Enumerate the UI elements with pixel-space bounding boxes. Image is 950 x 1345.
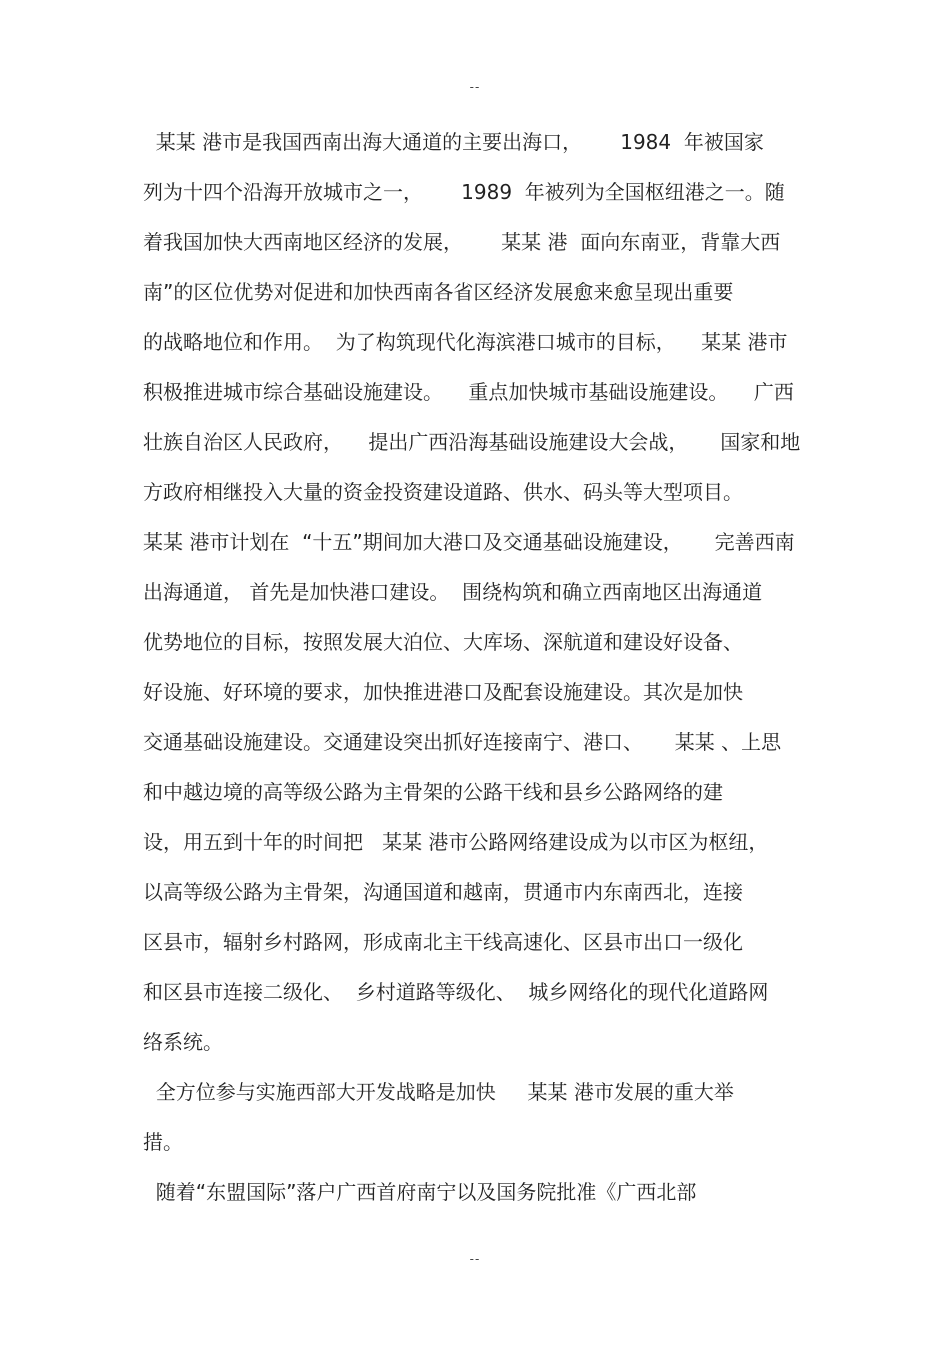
text-line: 措。 — [143, 1130, 183, 1154]
text-line: 区县市，辐射乡村路网，形成南北主干线高速化、区县市出口一级化 — [143, 930, 743, 954]
text-line: 随着“东盟国际”落户广西首府南宁以及国务院批准《广西北部 — [143, 1180, 697, 1204]
text-line: 着我国加快大西南地区经济的发展， 某某 港 面向东南亚，背靠大西 — [143, 230, 781, 254]
page-header-marker: -- — [469, 80, 481, 94]
text-line: 好设施、好环境的要求，加快推进港口及配套设施建设。其次是加快 — [143, 680, 743, 704]
text-line: 列为十四个沿海开放城市之一， 1989 年被列为全国枢纽港之一。随 — [143, 180, 785, 204]
text-line: 积极推进城市综合基础设施建设。 重点加快城市基础设施建设。 广西 — [143, 380, 794, 404]
text-line: 出海通道， 首先是加快港口建设。 围绕构筑和确立西南地区出海通道 — [143, 580, 763, 604]
page-footer-marker: -- — [469, 1252, 481, 1266]
text-line: 以高等级公路为主骨架，沟通国道和越南，贯通市内东南西北，连接 — [143, 880, 743, 904]
text-line: 和区县市连接二级化、 乡村道路等级化、 城乡网络化的现代化道路网 — [143, 980, 769, 1004]
text-line: 壮族自治区人民政府， 提出广西沿海基础设施建设大会战， 国家和地 — [143, 430, 801, 454]
text-line: 方政府相继投入大量的资金投资建设道路、供水、码头等大型项目。 — [143, 480, 743, 504]
document-body — [143, 125, 813, 1225]
text-line: 全方位参与实施西部大开发战略是加快 某某 港市发展的重大举 — [143, 1080, 734, 1104]
text-line: 络系统。 — [143, 1030, 223, 1054]
text-line: 南”的区位优势对促进和加快西南各省区经济发展愈来愈呈现出重要 — [143, 280, 734, 304]
text-line: 和中越边境的高等级公路为主骨架的公路干线和县乡公路网络的建 — [143, 780, 723, 804]
text-line: 的战略地位和作用。 为了构筑现代化海滨港口城市的目标， 某某 港市 — [143, 330, 788, 354]
text-line: 某某 港市是我国西南出海大通道的主要出海口， 1984 年被国家 — [143, 130, 764, 154]
text-line: 某某 港市计划在 “十五”期间加大港口及交通基础设施建设， 完善西南 — [143, 530, 795, 554]
text-line: 交通基础设施建设。交通建设突出抓好连接南宁、港口、 某某 、上思 — [143, 730, 782, 754]
text-line: 优势地位的目标，按照发展大泊位、大库场、深航道和建设好设备、 — [143, 630, 743, 654]
text-line: 设，用五到十年的时间把 某某 港市公路网络建设成为以市区为枢纽， — [143, 830, 769, 854]
